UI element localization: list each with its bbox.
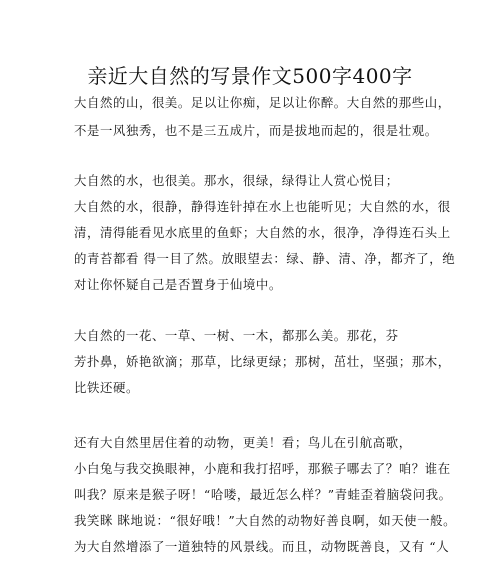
page-title: 亲近大自然的写景作文500字400字 — [87, 64, 413, 88]
paragraph-line: 的青苔都看 得一目了然。放眼望去：绿、静、清、净，都齐了，绝 — [74, 251, 456, 266]
paragraph-line: 叫我？原来是猴子呀！“哈喽，最近怎么样？”青蛙歪着脑袋问我。 — [74, 487, 452, 502]
paragraph-line: 清，清得能看见水底里的鱼虾；大自然的水，很净，净得连石头上 — [74, 225, 451, 240]
paragraph-line: 对让你怀疑自己是否置身于仙境中。 — [74, 277, 282, 292]
paragraph-line: 我笑眯 眯地说：“很好哦！”大自然的动物好善良啊，如天使一般。 — [74, 513, 457, 528]
paragraph-line: 小白兔与我交换眼神，小鹿和我打招呼，那猴子哪去了？咱？谁在 — [74, 461, 451, 476]
paragraph-line: 比铁还硬。 — [74, 380, 139, 395]
paragraph-line: 还有大自然里居住着的动物，更美！看；鸟儿在引航高歌， — [74, 435, 412, 450]
paragraph-line: 大自然的水，很静，静得连针掉在水上也能听见；大自然的水，很 — [74, 199, 451, 214]
paragraph-line: 大自然的一花、一草、一树、一木，都那么美。那花，芬 — [74, 328, 399, 343]
paragraph-line: 不是一风独秀，也不是三五成片，而是拔地而起的，很是壮观。 — [74, 123, 438, 138]
paragraph-line: 大自然的水，也很美。那水，很绿，绿得让人赏心悦目； — [74, 173, 399, 188]
paragraph-line: 为大自然增添了一道独特的风景线。而且，动物既善良，又有 “人 — [74, 539, 450, 554]
paragraph-line: 大自然的山，很美。足以让你痴，足以让你醉。大自然的那些山， — [74, 95, 451, 110]
paragraph-line: 芳扑鼻，娇艳欲滴；那草，比绿更绿；那树，茁壮，坚强；那木， — [74, 354, 451, 369]
